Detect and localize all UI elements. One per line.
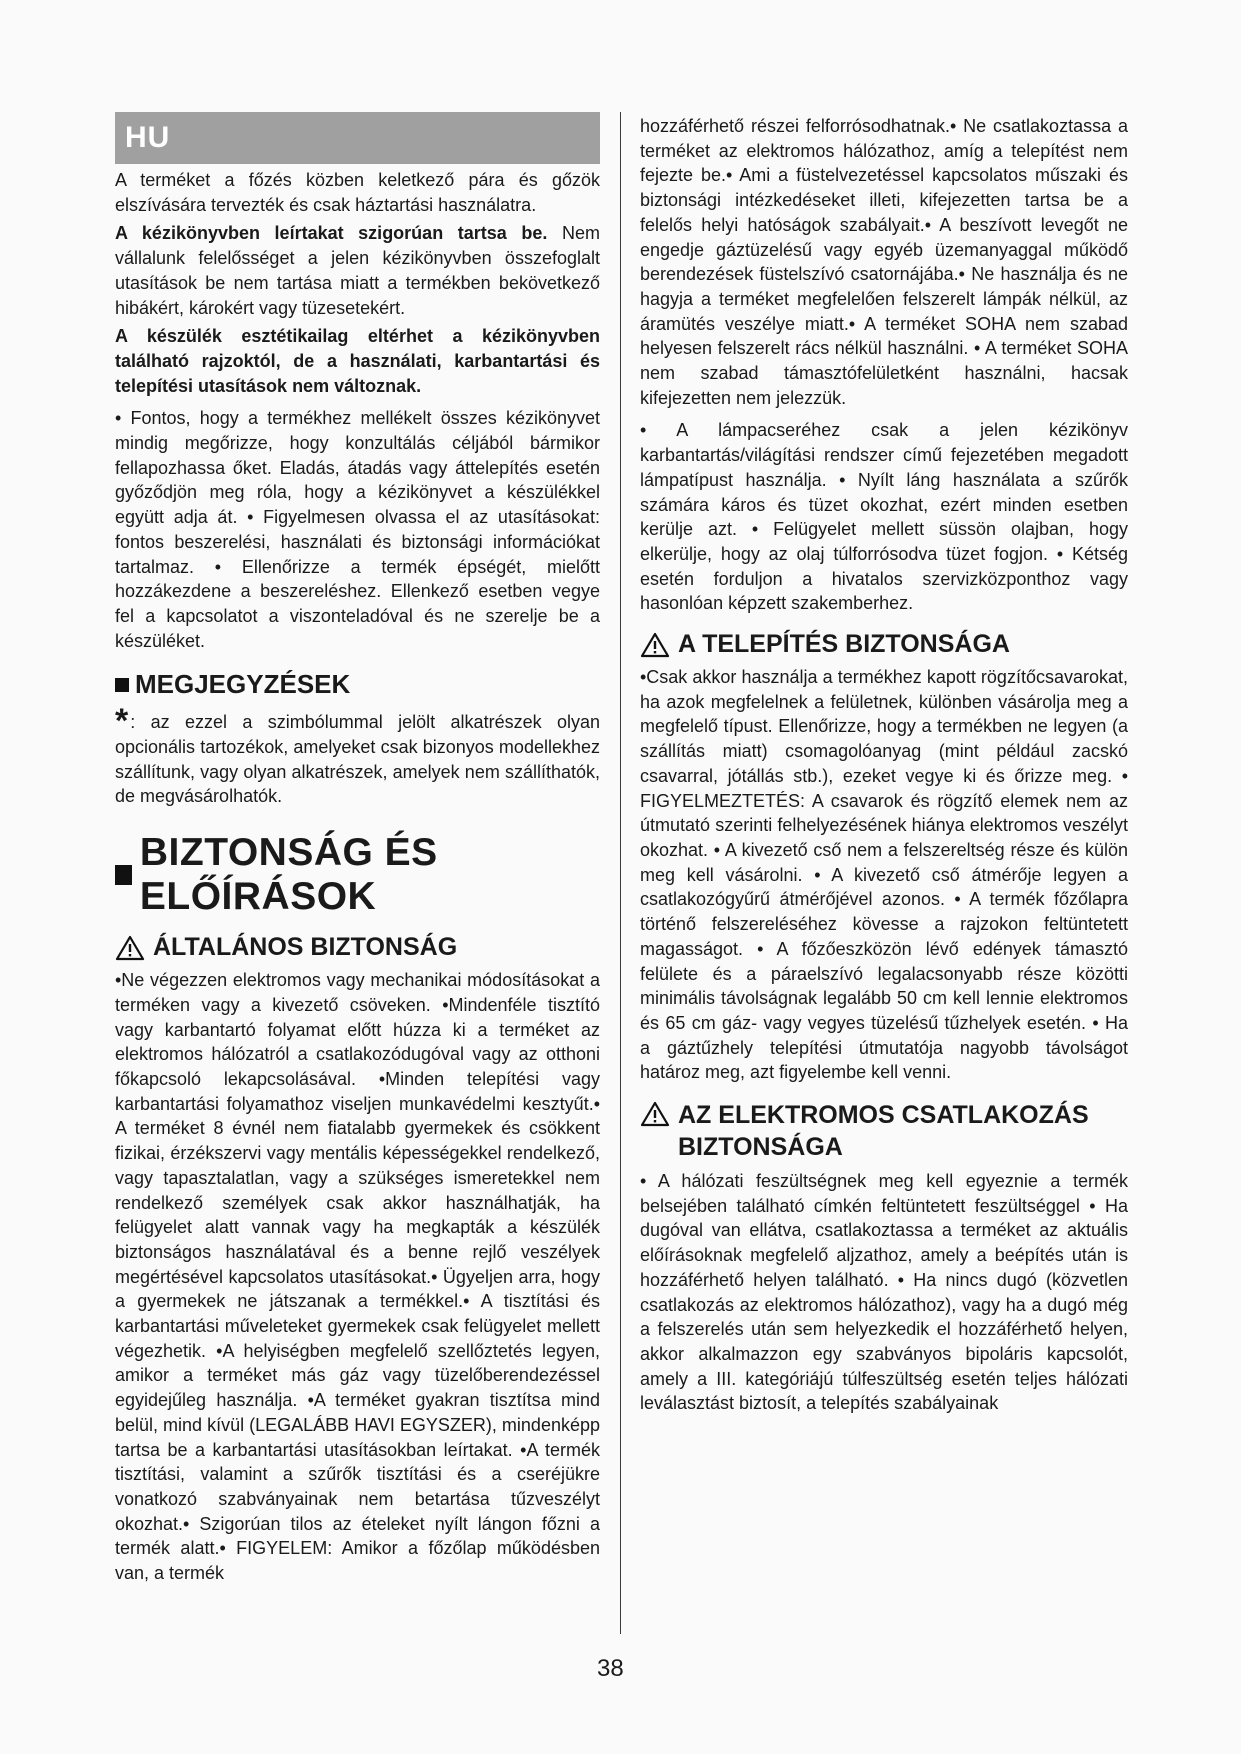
manual-compliance-bold: A kézikönyvben leírtakat szigorúan tartsa be.: [115, 223, 548, 244]
general-safety-heading-text: ÁLTALÁNOS BIZTONSÁG: [153, 933, 458, 962]
safety-regulations-heading-text: BIZTONSÁG ÉS ELŐÍRÁSOK: [139, 831, 438, 919]
intro-paragraph: A terméket a főzés közben keletkező pára és gőzök elszívására tervezték és csak háztartási használatra.: [115, 170, 600, 215]
warning-triangle-icon: [640, 632, 670, 658]
manual-compliance-text: Nem vállalunk felelősséget a jelen kézikönyvben összefoglalt utasítások be nem tartása miatt a termékben bekövetkező hibákért, károkért vagy tüzesetekért.: [115, 223, 600, 318]
installation-safety-heading: [640, 630, 1128, 659]
general-safety-continued: hozzáférhető részei felforrósodhatnak.• Ne csatlakoztassa a terméket az elektromos hálózathoz, amíg a telepítést nem fejezte be.• Ami a füstelvezetéssel kapcsolatos műszaki és biztonsági intézkedéseket illeti, kifejezetten tartsa be a felelős helyi hatóságok szabályait.• A beszívott levegőt ne engedje gáztüzelésű vagy egyéb üzemanyaggal működő berendezések füstelszívó csatornájába.• Ne használja és ne hagyja a terméket megfelelően felszerelt lámpák nélkül, az áramütés veszélye miatt.• A terméket SOHA nem szabad helyesen felszerelt rács nélkül használni. • A terméket SOHA nem szabad támasztófelületként használni, hacsak kifejezetten nem jelezzük.: [640, 116, 1128, 408]
notes-text: : az ezzel a szimbólummal jelölt alkatrészek olyan opcionális tartozékok, amelyeket csak bizonyos modellekhez szállítunk, vagy olyan alkatrészek, amelyek nem szállíthatók, de megvásárolhatók.: [115, 712, 600, 807]
page-number: 38: [597, 1655, 624, 1682]
electrical-safety-heading: [640, 1099, 1128, 1163]
electrical-safety-paragraph: • A hálózati feszültségnek meg kell egyeznie a termék belsejében található címkén feltüntetett feszültséggel • Ha dugóval van ellátva, csatlakoztassa a terméket az aktuális előírásoknak megfelelő aljzathoz, amely a beépítés után is hozzáférhető helyen található. • Ha nincs dugó (közvetlen csatlakozás az elektromos hálózathoz), vagy ha a dugó még a felszerelés után sem helyezkedik el hozzáférhető helyen, akkor alkalmazzon egy szabványos bipoláris kapcsolót, amely a III. kategóriájú túlfeszültség esetén teljes hálózati leválasztást biztosít, a telepítés szabályainak: [640, 1171, 1128, 1414]
general-safety-heading: [115, 933, 600, 962]
asterisk-icon: *: [115, 702, 129, 741]
electrical-safety-heading-text: AZ ELEKTROMOS CSATLAKOZÁS BIZTONSÁGA: [678, 1101, 1089, 1162]
appearance-note: A készülék esztétikailag eltérhet a kézikönyvben található rajzoktól, de a használati, karbantartási és telepítési utasítások nem változnak.: [115, 326, 600, 396]
square-bullet-icon: [115, 678, 129, 692]
language-code-bar: HU: [115, 112, 600, 164]
column-divider: [620, 112, 621, 1634]
lamp-replacement-paragraph: • A lámpacseréhez csak a jelen kézikönyv karbantartás/világítási rendszer című fejezetében megadott lámpatípust használja. • Nyílt láng használata a szűrők számára káros és tüzet okozhat, ezért minden esetben kerülje azt. • Felügyelet mellett süssön olajban, hogy elkerülje, hogy az olaj túlforrósodva tüzet fogjon. • Kétség esetén forduljon a hivatalos szervizközponthoz vagy hasonlóan képzett szakemberhez.: [640, 420, 1128, 614]
left-column: [115, 112, 600, 1590]
notes-paragraph: [115, 702, 600, 809]
manual-compliance-paragraph: [115, 221, 600, 320]
square-bullet-icon: [115, 865, 132, 885]
notes-heading: [115, 669, 600, 700]
installation-safety-heading-text: A TELEPÍTÉS BIZTONSÁGA: [678, 630, 1010, 659]
installation-safety-paragraph: •Csak akkor használja a termékhez kapott rögzítőcsavarokat, ha azok megfelelnek a felületnek, különben vásárolja meg a megfelelő típust. Ellenőrizze, hogy a termékben ne legyen (a szállítás miatt) csomagolóanyag (mint például zacskó csavarral, jótállás stb.), ezeket vegye ki és őrizze meg. • FIGYELMEZTETÉS: A csavarok és rögzítő elemek nem az útmutató szerinti felhelyezésének hiánya elektromos veszélyt okozhat. • A kivezető cső nem a felszereltség része és külön meg kell vásárolni. • A kivezető cső átmérője legyen a csatlakozógyűrű átmérőjével azonos. • A termék főzőlapra történő felszereléséhez kövesse a rajzokon feltüntetett magasságot. • A főzőeszközön lévő edények támasztó felülete és a páraelszívó legalacsonyabb része közötti minimális távolságnak legalább 50 cm kell lennie elektromos és 65 cm gáz- vagy vegyes tüzelésű tűzhelyek esetén. • Ha a gáztűzhely telepítési útmutatója nagyobb távolságot határoz meg, azt figyelembe kell venni.: [640, 667, 1128, 1083]
warning-triangle-icon: [115, 935, 145, 961]
notes-heading-text: MEGJEGYZÉSEK: [135, 669, 351, 700]
warning-triangle-icon: [640, 1101, 670, 1127]
safety-regulations-heading: [115, 831, 600, 919]
general-safety-paragraph: •Ne végezzen elektromos vagy mechanikai módosításokat a terméken vagy a kivezető csöveken. •Mindenféle tisztító vagy karbantartó folyamat előtt húzza ki a terméket az elektromos hálózatról a csatlakozódugóval vagy az otthoni főkapcsoló lekapcsolásával. •Minden telepítési vagy karbantartási folyamathoz viseljen munkavédelmi kesztyűt.• A terméket 8 évnél nem fiatalabb gyermekek és csökkent fizikai, érzékszervi vagy mentális képességekkel rendelkező, vagy tapasztalatlan, vagy a szükséges ismeretekkel nem rendelkező személyek csak akkor használhatják, ha felügyelet alatt vannak vagy ha megkapták a készülék biztonságos használatával és a benne rejlő veszélyek megértésével kapcsolatos utasításokat.• Ügyeljen arra, hogy a gyermekek ne játszanak a termékkel.• A tisztítási és karbantartási műveleteket gyermekek csak felügyelet mellett végezhetik. •A helyiségben megfelelő szellőztetés legyen, amikor a terméket más gáz vagy tüzelőberendezéssel egyidejűleg használja. •A terméket gyakran tisztítsa mind belül, mind kívül (LEGALÁBB HAVI EGYSZER), mindenképp tartsa be a karbantartási utasításokban leírtakat. •A termék tisztítási, valamint a szűrők tisztítási és a cseréjükre vonatkozó szabványainak nem betartása tűzveszélyt okozhat.• Szigorúan tilos az ételeket nyílt lángon főzni a termék alatt.• FIGYELEM: Amikor a főzőlap működésben van, a termék: [115, 970, 600, 1584]
right-column: [640, 114, 1128, 1420]
manual-keep-paragraph: • Fontos, hogy a termékhez mellékelt összes kézikönyvet mindig megőrizze, hogy konzultálás céljából bármikor fellapozhassa őket. Eladás, átadás vagy áttelepítés esetén győződjön meg róla, hogy a kézikönyvet a készülékkel együtt adja át. • Figyelmesen olvassa el az utasításokat: fontos beszerelési, használati és biztonsági információkat tartalmaz. • Ellenőrizze a termék épségét, mielőtt hozzákezdene a beszereléshez. Ellenkező esetben vegye fel a kapcsolatot a viszonteladóval és ne szerelje be a készüléket.: [115, 408, 600, 651]
